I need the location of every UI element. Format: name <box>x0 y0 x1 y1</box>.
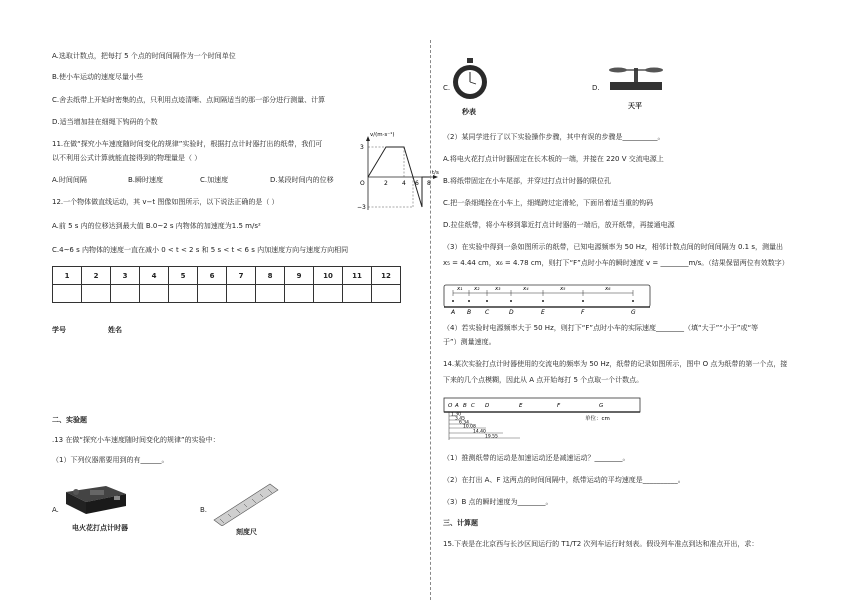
x6-label: x₆ <box>605 286 611 292</box>
answer-cell[interactable] <box>140 285 169 303</box>
q11-text-2: 以不利用公式计算就能直接得到的物理量是（ ） <box>52 154 202 162</box>
q11-option-b: B.瞬时速度 <box>128 176 164 184</box>
answer-cell[interactable] <box>256 285 285 303</box>
measure-4: 10.08 <box>463 424 476 430</box>
step-d: D.拉住纸带，将小车移到靠近打点计时器的一端后，放开纸带，再接通电源 <box>443 221 675 229</box>
column-divider <box>430 40 431 600</box>
q13-sub4-line2: 于”）测量速度。 <box>443 338 496 346</box>
answer-table-blank-row <box>53 285 401 303</box>
point-b: B <box>467 309 472 315</box>
answer-number: 4 <box>140 267 169 285</box>
point-e: E <box>519 403 523 409</box>
answer-table <box>52 266 401 303</box>
x-tick-4: 4 <box>402 180 406 187</box>
spark-timer-image <box>60 480 132 518</box>
ruler-image <box>210 482 280 526</box>
point-g: G <box>599 403 604 409</box>
answer-cell[interactable] <box>53 285 82 303</box>
paper-tape-1 <box>443 279 653 315</box>
x-tick-6: 6 <box>415 180 419 187</box>
answer-cell[interactable] <box>285 285 314 303</box>
instrument-c-caption: 秒表 <box>462 108 476 116</box>
answer-number: 7 <box>227 267 256 285</box>
q14-sub2: （2）在打出 A、F 这两点的时间间隔中，纸带运动的平均速度是__________。 <box>443 476 685 484</box>
paper-tape-2 <box>443 396 643 442</box>
q14-sub1: （1）推测纸带的运动是加速运动还是减速运动？________。 <box>443 454 630 462</box>
q11-option-d: D.某段时间内的位移 <box>270 176 334 184</box>
answer-cell[interactable] <box>314 285 343 303</box>
x-tick-2: 2 <box>384 180 388 187</box>
answer-number: 8 <box>256 267 285 285</box>
measure-1: 1.30 <box>451 412 462 418</box>
point-d: D <box>485 403 490 409</box>
student-id-label: 学号 <box>52 326 66 334</box>
instrument-d-caption: 天平 <box>628 102 642 110</box>
section-3-title: 三、计算题 <box>443 519 478 527</box>
x-axis-label: t/s <box>432 170 439 176</box>
student-name-label: 姓名 <box>108 326 122 334</box>
point-c: C <box>485 309 490 315</box>
answer-number: 11 <box>343 267 372 285</box>
q14-text-2: 下来的几个点模糊，因此从 A 点开始每打 5 个点取一个计数点。 <box>443 376 644 384</box>
step-c: C.把一条细绳拴在小车上，细绳跨过定滑轮，下面吊着适当重的钩码 <box>443 199 654 207</box>
option-c: C.舍去纸带上开始时密集的点，只利用点迹清晰、点间隔适当的那一部分进行测量、计算 <box>52 96 326 104</box>
section-2-title: 二、实验题 <box>52 416 87 424</box>
point-f: F <box>557 403 561 409</box>
balance-image <box>604 58 668 96</box>
q14-sub3: （3）B 点的瞬时速度为________。 <box>443 498 553 506</box>
answer-number: 12 <box>372 267 401 285</box>
q15-text: 15.下表是在北京西与长沙区间运行的 T1/T2 次列车运行时刻表。假设列车准点到达和准点开出，求： <box>443 540 759 548</box>
y-axis-label: v/(m·s⁻¹) <box>370 132 395 138</box>
instrument-a-caption: 电火花打点计时器 <box>72 524 128 532</box>
q11-option-c: C.加速度 <box>200 176 229 184</box>
instrument-b-caption: 刻度尺 <box>236 528 257 536</box>
answer-cell[interactable] <box>372 285 401 303</box>
option-b: B.使小车运动的速度尽量小些 <box>52 73 144 81</box>
q13-sub1: （1）下列仪器需要用到的有______。 <box>52 456 169 464</box>
x4-label: x₄ <box>523 286 529 292</box>
point-b: B <box>463 403 467 409</box>
q11-text-1: 11.在做“探究小车速度随时间变化的规律”实验时，根据打点计时器打出的纸带，我们可 <box>52 140 323 148</box>
point-d: D <box>509 309 514 315</box>
measure-5: 14.40 <box>473 429 486 435</box>
step-a: A.将电火花打点计时器固定在长木板的一端，并接在 220 V 交流电源上 <box>443 155 664 163</box>
x1-label: x₁ <box>457 286 463 292</box>
step-b: B.将纸带固定在小车尾部，并穿过打点计时器的限位孔 <box>443 177 612 185</box>
q13-text: .13 在做“探究小车速度随时间变化的规律”的实验中： <box>52 436 220 444</box>
answer-cell[interactable] <box>198 285 227 303</box>
option-a: A.选取计数点，把每打 5 个点的时间间隔作为一个时间单位 <box>52 52 236 60</box>
instrument-b-letter: B. <box>200 506 208 514</box>
option-d: D.适当增加挂在细绳下钩码的个数 <box>52 118 158 126</box>
origin-label: O <box>360 180 365 187</box>
q14-text-1: 14.某次实验打点计时器使用的交流电的频率为 50 Hz，纸带的记录如图所示，图中 O 点为纸带的第一个点，接 <box>443 360 788 368</box>
q12-text: 12.一个物体做直线运动，其 v−t 图像如图所示，以下说法正确的是（ ） <box>52 198 279 206</box>
q13-sub4-line1: （4）若实验时电源频率大于 50 Hz，则打下“F”点时小车的实际速度________（填“大于”“小于”或“等 <box>443 324 759 332</box>
x5-label: x₅ <box>560 286 566 292</box>
point-o: O <box>448 403 453 409</box>
answer-number: 5 <box>169 267 198 285</box>
point-a: A <box>451 309 456 315</box>
vt-graph <box>348 130 440 216</box>
point-a: A <box>455 403 459 409</box>
q13-sub3-line2: x₅ = 4.44 cm，x₆ = 4.78 cm，则打下“F”点时小车的瞬时速度 v = ________m/s。（结果保留两位有效数字） <box>443 259 789 267</box>
tape-unit-label: 单位：cm <box>585 416 610 422</box>
answer-cell[interactable] <box>111 285 140 303</box>
answer-cell[interactable] <box>227 285 256 303</box>
measure-3: 6.34 <box>459 420 470 426</box>
point-f: F <box>581 309 585 315</box>
measure-6: 19.55 <box>485 434 498 440</box>
x3-label: x₃ <box>495 286 501 292</box>
answer-number: 6 <box>198 267 227 285</box>
instrument-a-letter: A. <box>52 506 59 514</box>
instrument-d-letter: D. <box>592 84 600 92</box>
answer-number: 2 <box>82 267 111 285</box>
x-tick-8: 8 <box>427 180 431 187</box>
answer-table-header <box>53 267 401 285</box>
measure-2: 3.45 <box>455 416 466 422</box>
answer-cell[interactable] <box>82 285 111 303</box>
x2-label: x₂ <box>474 286 480 292</box>
q13-sub3-line1: （3）在实验中得到一条如图所示的纸带，已知电源频率为 50 Hz，相邻计数点间的时间间隔为 0.1 s，测量出 <box>443 243 783 251</box>
answer-cell[interactable] <box>343 285 372 303</box>
point-e: E <box>541 309 545 315</box>
answer-number: 1 <box>53 267 82 285</box>
q12-option-ab: A.前 5 s 内的位移达到最大值 B.0~2 s 内物体的加速度为1.5 m/s² <box>52 222 261 230</box>
stopwatch-image <box>452 56 488 102</box>
answer-number: 3 <box>111 267 140 285</box>
answer-cell[interactable] <box>169 285 198 303</box>
answer-number: 10 <box>314 267 343 285</box>
y-tick-3: 3 <box>360 144 364 151</box>
y-tick-neg3: −3 <box>357 204 366 211</box>
instrument-c-letter: C. <box>443 84 451 92</box>
q11-option-a: A.时间间隔 <box>52 176 87 184</box>
point-g: G <box>631 309 636 315</box>
q13-sub2: （2）某同学进行了以下实验操作步骤，其中有误的步骤是__________。 <box>443 133 665 141</box>
q12-option-c: C.4~6 s 内物体的速度一直在减小 0 < t < 2 s 和 5 s < t < 6 s 内加速度方向与速度方向相同 <box>52 246 349 254</box>
point-c: C <box>471 403 475 409</box>
answer-number: 9 <box>285 267 314 285</box>
